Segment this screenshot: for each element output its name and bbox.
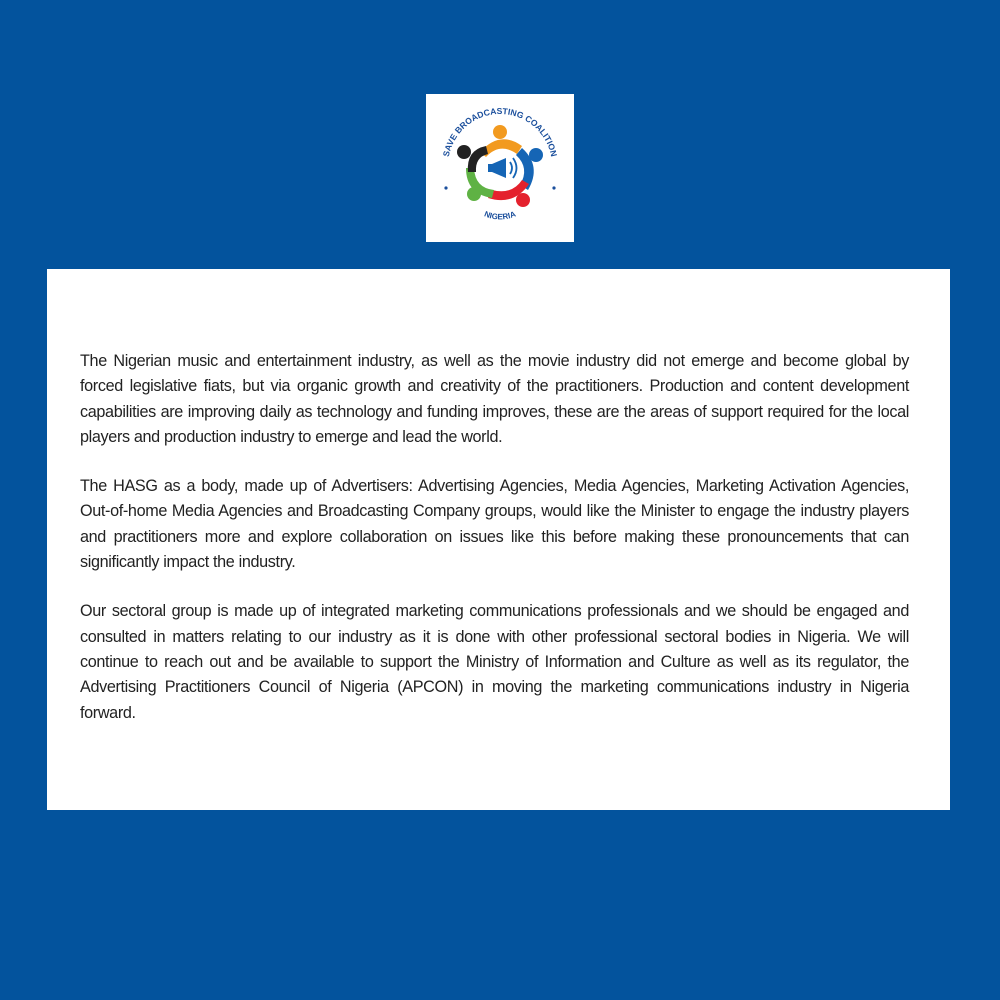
statement-paragraph-2: The HASG as a body, made up of Advertisers: Advertising Agencies, Media Agencies, Marketing Activation Agencies, Out-of-home Media Agencies and Broadcasting Company groups, would like the Minister to engage the industry players and practitioners more and explore collaboration on issues like this before making these pronouncements that can significantly impact the industry. [80,477,909,572]
logo-bottom-text: NIGERIA [483,209,517,222]
coalition-logo-graphic [426,94,574,242]
logo-figure-green [466,168,494,201]
statement-body [80,349,909,750]
logo-arc-text: SAVE BROADCASTING COALITION [440,105,560,158]
logo-dot-right [552,186,555,189]
statement-paragraph-3: Our sectoral group is made up of integrated marketing communications professionals and we should be engaged and consulted in matters relating to our industry as it is done with other professional sectoral bodies in Nigeria. We will continue to reach out and be available to support the Ministry of Information and Culture as well as its regulator, the Advertising Practitioners Council of Nigeria (APCON) in moving the marketing communications industry in Nigeria forward. [80,602,909,722]
broadcast-megaphone-icon [488,158,517,178]
statement-paragraph-1: The Nigerian music and entertainment industry, as well as the movie industry did not emerge and become global by forced legislative fiats, but via organic growth and creativity of the practitioners. Production and content development capabilities are improving daily as technology and funding improves, these are the areas of support required for the local players and production industry to emerge and lead the world. [80,352,909,446]
logo-figure-black [457,145,488,172]
logo-dot-left [444,186,447,189]
coalition-logo [426,94,574,242]
statement-card [47,269,950,810]
logo-figure-red [488,180,530,207]
